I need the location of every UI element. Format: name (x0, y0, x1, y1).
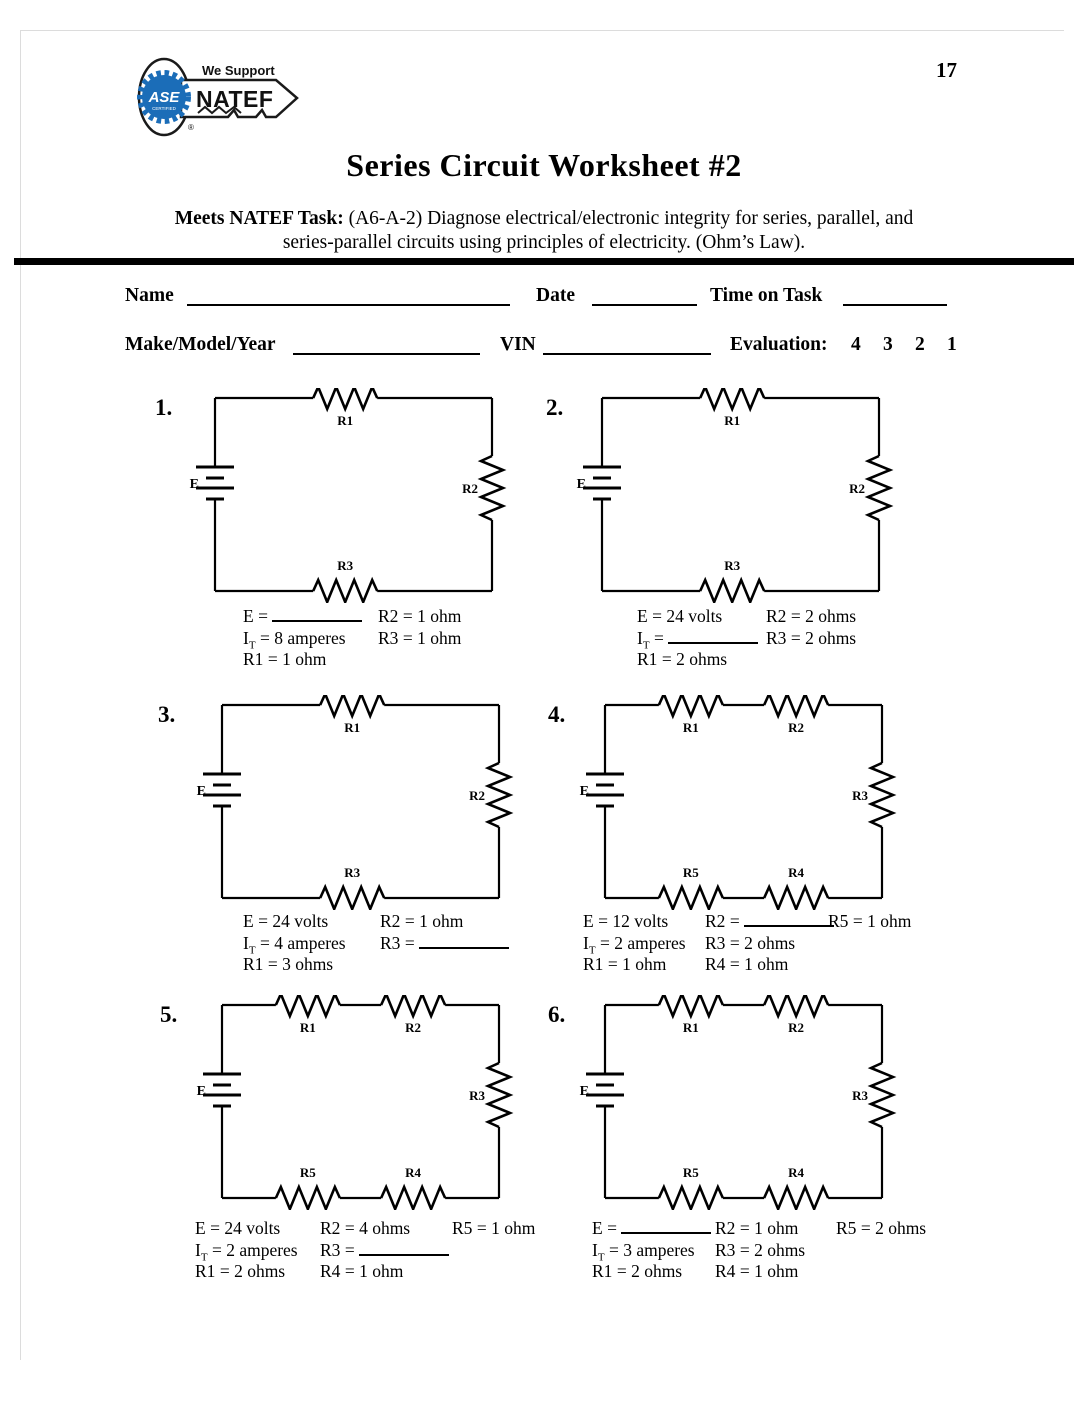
we-support-text: We Support (202, 63, 275, 78)
quantity-label: $I_T$ (592, 1239, 605, 1263)
value-line: $I_T = 3$ amperes (592, 1239, 695, 1263)
resistor-label: R3 (852, 788, 868, 803)
time-on-task-field-line[interactable] (843, 286, 947, 306)
resistor-symbol (313, 580, 377, 602)
quantity-label: R3 (320, 1239, 341, 1260)
vin-label: VIN (500, 334, 536, 355)
resistor-symbol (764, 887, 828, 909)
quantity-label: $I_T$ (243, 932, 256, 956)
answer-blank[interactable] (668, 629, 758, 644)
answer-blank[interactable] (621, 1219, 711, 1234)
value-line: E = (243, 606, 362, 628)
value-text: 2 amperes (614, 932, 686, 953)
circuit-values-column (828, 911, 911, 933)
natef-key-logo-graphic (126, 50, 308, 146)
form-row-1 (0, 281, 1088, 307)
value-line: R1 = 1 ohm (583, 954, 667, 974)
value-line: R1 = 2 ohms (637, 649, 728, 669)
quantity-label: R4 (320, 1261, 341, 1281)
quantity-label: R3 (705, 932, 726, 953)
circuit-values-column (243, 911, 346, 976)
natef-text: NATEF (196, 86, 274, 112)
resistor-label: R3 (724, 558, 741, 573)
quantity-label: R3 (378, 627, 399, 648)
value-line: $I_T = 2$ amperes (583, 932, 686, 956)
answer-blank[interactable] (359, 1241, 449, 1256)
value-text: 24 volts (224, 1218, 281, 1238)
resistor-symbol (488, 763, 510, 827)
quantity-label: R3 (380, 932, 401, 953)
value-text: 1 ohm (282, 649, 327, 669)
quantity-label: R2 (378, 606, 399, 626)
resistor-symbol (659, 887, 723, 909)
circuit-diagram (560, 995, 905, 1210)
value-line: R3 = 2 ohms (705, 932, 796, 953)
resistor-label: R1 (344, 720, 361, 735)
value-line: R2 = 1 ohm (378, 606, 462, 626)
resistor-symbol (659, 1187, 723, 1209)
resistor-symbol (871, 1063, 893, 1127)
time-on-task-label: Time on Task (710, 285, 823, 306)
circuit-diagram (560, 695, 905, 910)
quantity-label: R1 (592, 1261, 613, 1281)
value-text: 1 ohm (754, 1261, 799, 1281)
resistor-symbol (659, 695, 723, 716)
make-model-year-label: Make/Model/Year (125, 334, 276, 355)
circuit-diagram (557, 388, 902, 603)
quantity-label: $I_T$ (637, 627, 650, 651)
resistor-symbol (764, 1187, 828, 1209)
value-line: R2 = 1 ohm (380, 911, 464, 931)
date-label: Date (536, 285, 575, 306)
battery-label: E (579, 1084, 589, 1099)
value-line: E = 24 volts (243, 911, 329, 931)
answer-blank[interactable] (272, 607, 362, 622)
circuit-number: 2. (546, 395, 564, 420)
resistor-symbol (764, 695, 828, 716)
value-text: 8 amperes (274, 627, 346, 648)
quantity-label: R4 (715, 1261, 736, 1281)
circuit-number: 6. (548, 1002, 566, 1027)
value-text: 1 ohm (622, 954, 667, 974)
circuit-number: 5. (160, 1002, 178, 1027)
answer-blank[interactable] (419, 934, 509, 949)
resistor-symbol (276, 1187, 340, 1209)
value-text: 2 ohms (676, 649, 728, 669)
value-text: 1 ohm (754, 1218, 799, 1238)
circuit-diagram (177, 695, 522, 910)
value-line: R3 = (380, 933, 509, 955)
scan-edge (20, 30, 1064, 31)
resistor-label: R1 (682, 720, 699, 735)
resistor-label: R1 (724, 413, 741, 428)
circuit-values-column (592, 1218, 711, 1283)
quantity-label: E (637, 606, 648, 626)
value-text: 1 ohm (417, 606, 462, 626)
value-line: R2 = 4 ohms (320, 1218, 411, 1238)
resistor-label: R3 (337, 558, 354, 573)
value-line: E = 24 volts (195, 1218, 281, 1238)
quantity-label: R1 (583, 954, 604, 974)
value-line: $I_T$ = (637, 628, 758, 650)
value-text: 4 ohms (359, 1218, 411, 1238)
value-text: 24 volts (666, 606, 723, 626)
resistor-label: R5 (299, 1165, 316, 1180)
quantity-label: R5 (836, 1218, 857, 1238)
resistor-label: R5 (682, 865, 699, 880)
battery-label: E (196, 1084, 206, 1099)
resistor-label: R2 (469, 788, 485, 803)
quantity-label: R2 (380, 911, 401, 931)
date-field-line[interactable] (592, 286, 697, 306)
circuit-values-column (195, 1218, 298, 1283)
circuit-number: 4. (548, 702, 566, 727)
page-number: 17 (936, 58, 957, 82)
task-line-2: series-parallel circuits using principles of electricity. (Ohm’s Law). (282, 232, 806, 253)
resistor-label: R2 (405, 1020, 422, 1035)
resistor-label: R1 (299, 1020, 316, 1035)
quantity-label: R2 (705, 911, 726, 931)
value-text: 24 volts (272, 911, 329, 931)
answer-blank[interactable] (744, 912, 834, 927)
value-line: $I_T = 8$ amperes (243, 627, 346, 651)
value-text: 2 ohms (805, 627, 857, 648)
value-text: 2 ohms (805, 606, 857, 626)
task-label: Meets NATEF Task: (174, 208, 344, 229)
quantity-label: E (195, 1218, 206, 1238)
resistor-symbol (659, 995, 723, 1016)
quantity-label: $I_T$ (243, 627, 256, 651)
evaluation-score-1: 1 (947, 334, 957, 355)
quantity-label: R2 (766, 606, 787, 626)
quantity-label: R3 (715, 1239, 736, 1260)
value-text: 2 ohms (234, 1261, 286, 1281)
resistor-symbol (700, 580, 764, 602)
resistor-symbol (320, 887, 384, 909)
evaluation-score-3: 3 (883, 334, 893, 355)
make-model-year-field-line[interactable] (293, 335, 480, 355)
evaluation-label: Evaluation: (730, 334, 828, 355)
value-text: 1 ohm (744, 954, 789, 974)
value-text: 1 ohm (491, 1218, 536, 1238)
resistor-symbol (871, 763, 893, 827)
resistor-symbol (381, 1187, 445, 1209)
quantity-label: E (243, 606, 254, 626)
value-text: 2 amperes (226, 1239, 298, 1260)
value-line: E = 24 volts (637, 606, 723, 626)
value-line: R5 = 1 ohm (828, 911, 912, 931)
value-line: R5 = 1 ohm (452, 1218, 536, 1238)
value-line: R3 = 2 ohms (766, 627, 857, 648)
quantity-label: $I_T$ (195, 1239, 208, 1263)
value-text: 1 ohm (359, 1261, 404, 1281)
circuit-values-column (637, 606, 758, 671)
resistor-label: R1 (337, 413, 354, 428)
value-line: R2 = 1 ohm (715, 1218, 799, 1238)
resistor-label: R2 (462, 481, 478, 496)
vin-field-line[interactable] (543, 335, 711, 355)
resistor-label: R4 (405, 1165, 422, 1180)
resistor-symbol (700, 388, 764, 409)
natef-logo (126, 50, 308, 151)
circuit-number: 1. (155, 395, 173, 420)
value-text: 2 ohms (631, 1261, 683, 1281)
resistor-label: R2 (788, 720, 805, 735)
ase-gear-text: ASE (148, 89, 180, 106)
circuit-number: 3. (158, 702, 176, 727)
circuit-values-column (380, 911, 509, 954)
evaluation-score-4: 4 (851, 334, 861, 355)
value-line: E = (592, 1218, 711, 1240)
circuit-values-column (243, 606, 362, 671)
value-line: R1 = 1 ohm (243, 649, 327, 669)
resistor-label: R3 (344, 865, 361, 880)
value-text: 2 ohms (875, 1218, 927, 1238)
resistor-symbol (764, 995, 828, 1016)
value-text: 1 ohm (867, 911, 912, 931)
resistor-symbol (276, 995, 340, 1016)
circuit-values-column (452, 1218, 535, 1240)
evaluation-score-2: 2 (915, 334, 925, 355)
quantity-label: R1 (637, 649, 658, 669)
resistor-symbol (481, 456, 503, 520)
resistor-label: R2 (788, 1020, 805, 1035)
divider-rule (14, 258, 1074, 265)
value-text: 3 ohms (282, 954, 334, 974)
resistor-symbol (868, 456, 890, 520)
value-line: R4 = 1 ohm (705, 954, 789, 974)
battery-label: E (196, 784, 206, 799)
value-text: 1 ohm (419, 911, 464, 931)
value-line: R3 = (320, 1240, 449, 1262)
task-text-1: (A6-A-2) Diagnose electrical/electronic integrity for series, parallel, and (348, 208, 914, 229)
resistor-label: R3 (852, 1088, 868, 1103)
circuit-values-column (378, 606, 461, 649)
quantity-label: E (243, 911, 254, 931)
value-line: R3 = 2 ohms (715, 1239, 806, 1260)
quantity-label: E (583, 911, 594, 931)
value-text: 4 amperes (274, 932, 346, 953)
resistor-label: R2 (849, 481, 865, 496)
quantity-label: R2 (320, 1218, 341, 1238)
battery-label: E (189, 477, 199, 492)
resistor-symbol (488, 1063, 510, 1127)
resistor-label: R4 (788, 1165, 805, 1180)
resistor-label: R4 (788, 865, 805, 880)
resistor-symbol (320, 695, 384, 716)
quantity-label: R1 (243, 649, 264, 669)
value-line: R1 = 3 ohms (243, 954, 334, 974)
resistor-symbol (381, 995, 445, 1016)
value-line: R5 = 2 ohms (836, 1218, 927, 1238)
circuit-values-column (320, 1218, 449, 1283)
battery-label: E (579, 784, 589, 799)
circuit-values-column (715, 1218, 805, 1283)
circuit-values-column (766, 606, 856, 649)
quantity-label: R1 (195, 1261, 216, 1281)
resistor-label: R5 (682, 1165, 699, 1180)
value-text: 3 amperes (623, 1239, 695, 1260)
quantity-label: R1 (243, 954, 264, 974)
resistor-label: R1 (682, 1020, 699, 1035)
quantity-label: $I_T$ (583, 932, 596, 956)
circuit-values-column (836, 1218, 926, 1240)
value-line: R1 = 2 ohms (195, 1261, 286, 1281)
value-line: R2 = (705, 911, 834, 933)
value-text: 1 ohm (417, 627, 462, 648)
value-line: R4 = 1 ohm (320, 1261, 404, 1281)
registered-mark: ® (188, 123, 194, 132)
value-line: R4 = 1 ohm (715, 1261, 799, 1281)
value-line: R2 = 2 ohms (766, 606, 857, 626)
value-line: R3 = 1 ohm (378, 627, 462, 648)
page-title: Series Circuit Worksheet #2 (346, 147, 742, 183)
quantity-label: E (592, 1218, 603, 1238)
value-text: 12 volts (612, 911, 669, 931)
value-line: E = 12 volts (583, 911, 669, 931)
battery-label: E (576, 477, 586, 492)
resistor-label: R3 (469, 1088, 485, 1103)
ase-certified-text: CERTIFIED (152, 106, 176, 111)
quantity-label: R2 (715, 1218, 736, 1238)
value-text: 2 ohms (744, 932, 796, 953)
form-row-2 (0, 330, 1088, 356)
circuit-diagram (177, 995, 522, 1210)
quantity-label: R3 (766, 627, 787, 648)
value-line: $I_T = 4$ amperes (243, 932, 346, 956)
task-line-1 (0, 208, 1088, 230)
circuit-values-column (705, 911, 834, 976)
quantity-label: R5 (452, 1218, 473, 1238)
quantity-label: R5 (828, 911, 849, 931)
circuit-values-column (583, 911, 686, 976)
name-label: Name (125, 285, 174, 306)
name-field-line[interactable] (187, 286, 510, 306)
resistor-symbol (313, 388, 377, 409)
value-line: R1 = 2 ohms (592, 1261, 683, 1281)
value-line: $I_T = 2$ amperes (195, 1239, 298, 1263)
circuit-diagram (170, 388, 515, 603)
quantity-label: R4 (705, 954, 726, 974)
value-text: 2 ohms (754, 1239, 806, 1260)
